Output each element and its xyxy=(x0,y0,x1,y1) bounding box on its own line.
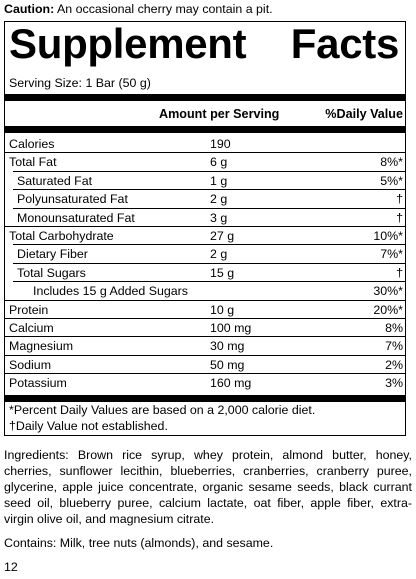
nutrient-daily-value: 2% xyxy=(385,357,403,372)
nutrient-daily-value: 7%* xyxy=(380,247,403,262)
row-divider xyxy=(13,263,405,264)
nutrient-row xyxy=(5,264,405,282)
nutrient-name: Sodium xyxy=(9,357,52,372)
nutrient-amount: 160 mg xyxy=(210,376,252,391)
row-divider xyxy=(5,318,405,319)
nutrient-name: Calcium xyxy=(9,321,54,335)
nutrient-daily-value: 8% xyxy=(385,321,403,335)
nutrient-amount: 50 mg xyxy=(210,357,245,372)
nutrient-amount: 2 g xyxy=(210,192,228,207)
caution-text: An occasional cherry may contain a pit. xyxy=(54,2,273,16)
nutrient-amount: 100 mg xyxy=(210,321,252,335)
row-divider xyxy=(5,355,405,356)
title-word-left: Supplement xyxy=(9,20,247,67)
nutrient-row xyxy=(5,172,405,190)
nutrient-row xyxy=(5,153,405,171)
nutrient-name: Saturated Fat xyxy=(17,173,93,188)
nutrient-name: Polyunsaturated Fat xyxy=(17,192,128,207)
nutrient-amount: 6 g xyxy=(210,155,228,170)
nutrient-row xyxy=(5,374,405,392)
nutrient-amount: 2 g xyxy=(210,247,228,262)
row-divider xyxy=(5,336,405,337)
footnote-daily-values: *Percent Daily Values are based on a 2,000 calorie diet. xyxy=(9,403,316,417)
footnote-not-established: †Daily Value not established. xyxy=(9,419,168,433)
row-divider xyxy=(13,171,405,172)
row-divider xyxy=(13,208,405,209)
nutrient-row xyxy=(5,356,405,374)
row-divider xyxy=(13,281,405,282)
nutrient-row xyxy=(5,135,405,153)
row-divider xyxy=(5,226,405,227)
nutrient-name: Potassium xyxy=(9,376,67,391)
nutrient-daily-value: 5%* xyxy=(380,173,403,188)
serving-size: Serving Size: 1 Bar (50 g) xyxy=(9,76,151,90)
nutrient-daily-value: † xyxy=(396,210,403,225)
panel-title xyxy=(9,20,399,68)
nutrient-row xyxy=(5,190,405,208)
nutrient-row xyxy=(5,319,405,337)
nutrient-daily-value: 7% xyxy=(385,339,403,354)
nutrient-amount: 3 g xyxy=(210,210,228,225)
title-word-right: Facts xyxy=(290,20,399,67)
nutrient-row xyxy=(5,282,405,300)
nutrient-name: Dietary Fiber xyxy=(17,247,88,262)
nutrient-amount: 10 g xyxy=(210,302,235,317)
nutrient-row xyxy=(5,301,405,319)
row-divider xyxy=(5,373,405,374)
supplement-facts-panel xyxy=(4,21,406,436)
nutrient-row xyxy=(5,245,405,263)
nutrient-daily-value: 8%* xyxy=(380,155,403,170)
nutrient-daily-value: † xyxy=(396,265,403,280)
nutrient-amount: 30 mg xyxy=(210,339,245,354)
nutrient-row xyxy=(5,209,405,227)
nutrient-name: Total Fat xyxy=(9,155,57,170)
thick-divider-top xyxy=(5,94,405,101)
nutrient-amount: 27 g xyxy=(210,229,235,243)
nutrient-name: Calories xyxy=(9,137,55,151)
caution-label: Caution: xyxy=(4,2,55,16)
row-divider xyxy=(13,244,405,245)
nutrient-name: Total Carbohydrate xyxy=(9,229,114,243)
nutrient-amount: 190 xyxy=(210,137,231,151)
page-number: 12 xyxy=(4,560,18,574)
nutrient-row xyxy=(5,227,405,245)
row-divider xyxy=(5,300,405,301)
allergen-statement: Contains: Milk, tree nuts (almonds), and sesame. xyxy=(4,536,274,550)
row-divider xyxy=(13,189,405,190)
caution-line xyxy=(4,2,273,17)
nutrient-name: Magnesium xyxy=(9,339,74,354)
thick-divider-bottom xyxy=(5,395,405,402)
nutrient-name: Includes 15 g Added Sugars xyxy=(33,284,188,299)
nutrient-daily-value: 30%* xyxy=(373,284,403,299)
nutrient-name: Protein xyxy=(9,302,49,317)
thick-divider-header xyxy=(5,126,405,133)
column-header-amount: Amount per Serving xyxy=(159,107,280,121)
column-header-daily-value: %Daily Value xyxy=(325,107,403,121)
nutrient-daily-value: † xyxy=(396,192,403,207)
row-divider xyxy=(5,152,405,153)
nutrient-daily-value: 10%* xyxy=(373,229,403,243)
nutrient-daily-value: 20%* xyxy=(373,302,403,317)
nutrient-row xyxy=(5,337,405,355)
nutrient-name: Monounsaturated Fat xyxy=(17,210,135,225)
nutrient-daily-value: 3% xyxy=(385,376,403,391)
nutrient-amount: 1 g xyxy=(210,173,228,188)
nutrient-name: Total Sugars xyxy=(17,265,86,280)
ingredients-text: Ingredients: Brown rice syrup, whey protein, almond butter, honey, cherries, sunflower lecithin, blueberries, cranberries, cranberry puree, glycerine, apple juice concentrate, organic sesame seeds, black currant seed oil, blueberry puree, calcium lactate, oat fiber, apple fiber, extra-virgin olive oil, and magnesium citrate. xyxy=(4,448,412,526)
nutrient-amount: 15 g xyxy=(210,265,235,280)
